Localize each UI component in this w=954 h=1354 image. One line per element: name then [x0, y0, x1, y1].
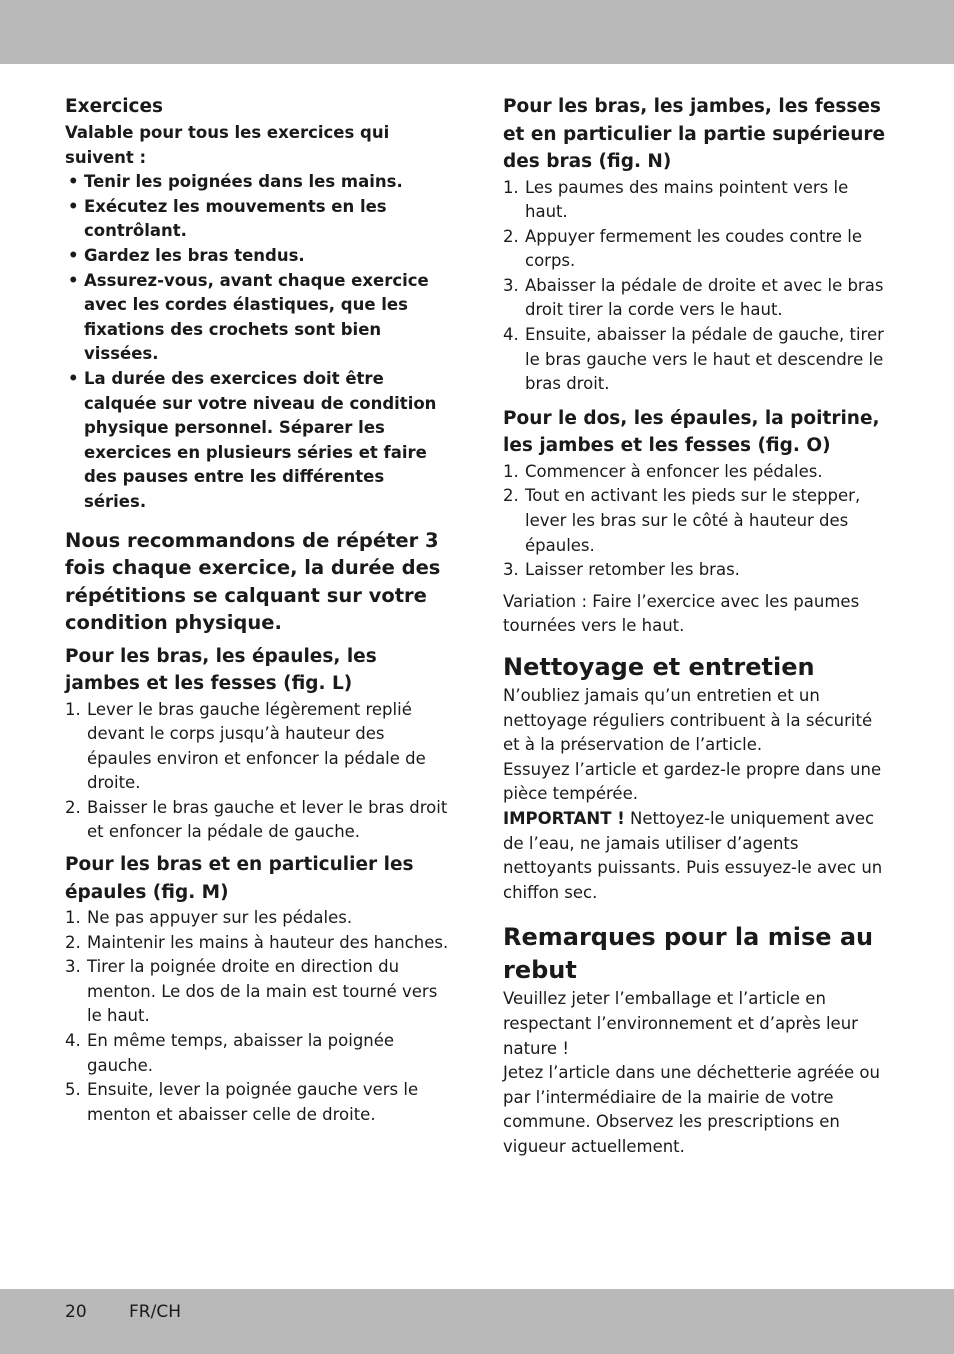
exercises-intro: Valable pour tous les exercices qui suivent :: [65, 123, 390, 167]
left-column: [65, 93, 450, 1127]
list-item: 3. Tirer la poignée droite en direction du menton. Le dos de la main est tourné vers le haut.: [65, 957, 438, 1026]
list-item: • Gardez les bras tendus.: [65, 244, 450, 269]
list-item: • Exécutez les mouvements en les contrôlant.: [68, 196, 387, 241]
locale-label: FR/CH: [129, 1302, 181, 1322]
variation-note: Variation : Faire l’exercice avec les paumes tournées vers le haut.: [503, 591, 860, 636]
section-m-heading: Pour les bras et en particulier les épaules (fig. M): [65, 854, 414, 903]
list-item: 1. Ne pas appuyer sur les pédales.: [65, 908, 353, 928]
disposal-paragraph-2: Jetez l’article dans une déchetterie agréée ou par l’intermédiaire de la mairie de votre commune. Observez les prescriptions en vigueur actuellement.: [503, 1063, 880, 1156]
bullet-icon: •: [68, 172, 79, 192]
list-item: 5. Ensuite, lever la poignée gauche vers le menton et abaisser celle de droite.: [65, 1080, 419, 1124]
list-item: 4. Ensuite, abaisser la pédale de gauche, tirer le bras gauche vers le haut et descendre le bras droit.: [503, 325, 884, 394]
section-o-heading: Pour le dos, les épaules, la poitrine, les jambes et les fesses (fig. O): [503, 407, 880, 457]
exercises-title: Exercices: [65, 96, 164, 117]
section-l-steps: [65, 698, 450, 846]
recommendation: Nous recommandons de répéter 3 fois chaque exercice, la durée des répétitions se calquant sur votre condition physique.: [65, 528, 441, 634]
bullet-icon: •: [68, 270, 79, 290]
section-n-heading: Pour les bras, les jambes, les fesses et en particulier la partie supérieure des bras (fig. N): [503, 96, 886, 172]
list-item: 3. Abaisser la pédale de droite et avec le bras droit tirer la corde vers le haut.: [503, 275, 884, 320]
section-n-steps: [503, 176, 888, 397]
cleaning-important: [503, 807, 888, 905]
bullet-icon: •: [68, 245, 79, 265]
list-item: 2. Appuyer fermement les coudes contre le corps.: [503, 226, 863, 271]
list-item: 1. Commencer à enfoncer les pédales.: [503, 461, 823, 481]
disposal-paragraph-1: Veuillez jeter l’emballage et l’article en respectant l’environnement et d’après leur nature !: [503, 989, 858, 1058]
disposal-heading: Remarques pour la mise au rebut: [503, 923, 874, 985]
list-item: 2. Baisser le bras gauche et lever le bras droit et enfoncer la pédale de gauche.: [65, 797, 448, 842]
cleaning-paragraph-1: N’oubliez jamais qu’un entretien et un nettoyage réguliers contribuent à la sécurité et à la préservation de l’article.: [503, 686, 873, 755]
section-l-heading: Pour les bras, les épaules, les jambes et les fesses (fig. L): [65, 645, 377, 694]
list-item: 4. En même temps, abaisser la poignée gauche.: [65, 1031, 395, 1075]
cleaning-paragraph-2: Essuyez l’article et gardez-le propre dans une pièce tempérée.: [503, 759, 882, 804]
bullet-icon: •: [68, 196, 79, 216]
list-item: 1. Les paumes des mains pointent vers le haut.: [503, 177, 849, 222]
cleaning-heading: Nettoyage et entretien: [503, 653, 815, 681]
list-item: • La durée des exercices doit être calquée sur votre niveau de condition physique personnel. Séparer les exercices en plusieurs séries et faire des pauses entre les différentes séries.: [68, 368, 437, 511]
section-o-steps: [503, 460, 888, 583]
header-band: [0, 0, 954, 64]
section-m-steps: [65, 906, 450, 1127]
right-column: [503, 93, 888, 1160]
list-item: • Assurez-vous, avant chaque exercice avec les cordes élastiques, que les fixations des crochets sont bien vissées.: [68, 270, 429, 364]
list-item: 1. Lever le bras gauche légèrement replié devant le corps jusqu’à hauteur des épaules environ et enfoncer la pédale de droite.: [65, 699, 426, 793]
list-item: 2. Maintenir les mains à hauteur des hanches.: [65, 932, 449, 952]
list-item: 3. Laisser retomber les bras.: [503, 560, 740, 580]
important-text: Nettoyez-le uniquement avec de l’eau, ne jamais utiliser d’agents nettoyants puissants. Puis essuyez-le avec un chiffon sec.: [503, 808, 883, 902]
list-item: • Tenir les poignées dans les mains.: [65, 170, 450, 195]
list-item: 2. Tout en activant les pieds sur le stepper, lever les bras sur le côté à hauteur des épaules.: [503, 486, 861, 555]
important-label: IMPORTANT !: [503, 808, 625, 828]
bullet-icon: •: [68, 368, 79, 388]
exercise-rules-list: [65, 170, 450, 514]
page-number: 20: [65, 1302, 87, 1322]
